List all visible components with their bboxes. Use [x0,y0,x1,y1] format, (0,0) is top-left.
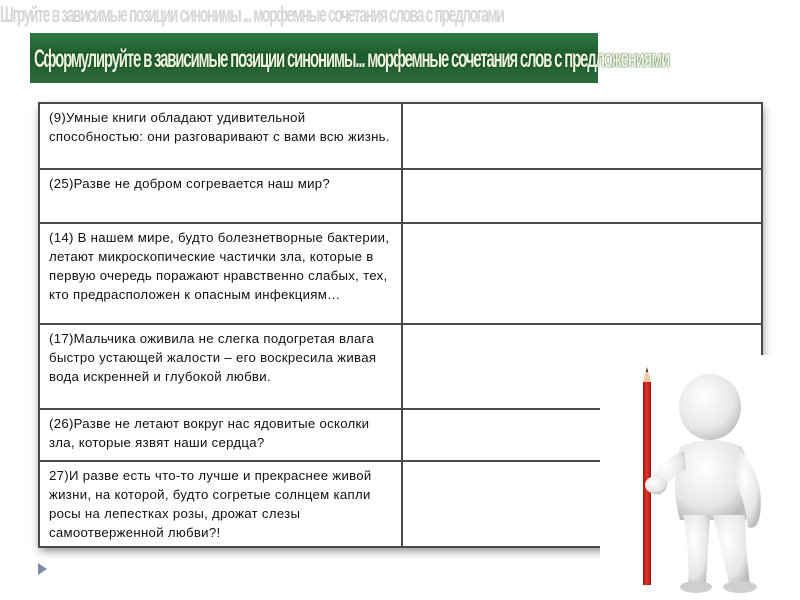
sentence-cell: (26)Разве не летают вокруг нас ядовитые осколки зла, которые язвят наши сердца? [39,409,402,461]
sentence-cell: (17)Мальчика оживила не слегка подогретая влага быстро устающей жалости – его воскресила живая вода искренней и глубокой любви. [39,324,402,409]
sentence-cell: (9)Умные книги обладают удивительной способностью: они разговаривают с вами всю жизнь. [39,103,402,169]
answer-cell[interactable] [402,223,762,324]
table-row [39,103,762,169]
sentence-cell: 27)И разве есть что-то лучше и прекраснее живой жизни, на которой, будто согретые солнцем капли росы на лепестках розы, дрожат слезы самоотверженной любви?! [39,461,402,547]
sentence-cell: (25)Разве не добром согревается наш мир? [39,169,402,223]
faded-heading: Шгруйте в зависимые позиции синонимы ... морфемные сочетания слова с предлогами [0,2,504,27]
answer-cell[interactable] [402,103,762,169]
table-row [39,169,762,223]
banner-text: Сформулируйте в зависимые позиции синонимы... морфемные сочетания слов с предложениями [34,45,670,73]
table-row [39,223,762,324]
answer-cell[interactable] [402,169,762,223]
figure-with-pencil-icon [600,355,800,600]
title-banner [30,33,670,83]
next-slide-arrow-icon[interactable] [38,563,47,575]
sentence-cell: (14) В нашем мире, будто болезнетворные бактерии, летают микроскопические частички зла, которые в первую очередь поражают нравственно слабых, тех, кто предрасположен к опасным инфекциям… [39,223,402,324]
